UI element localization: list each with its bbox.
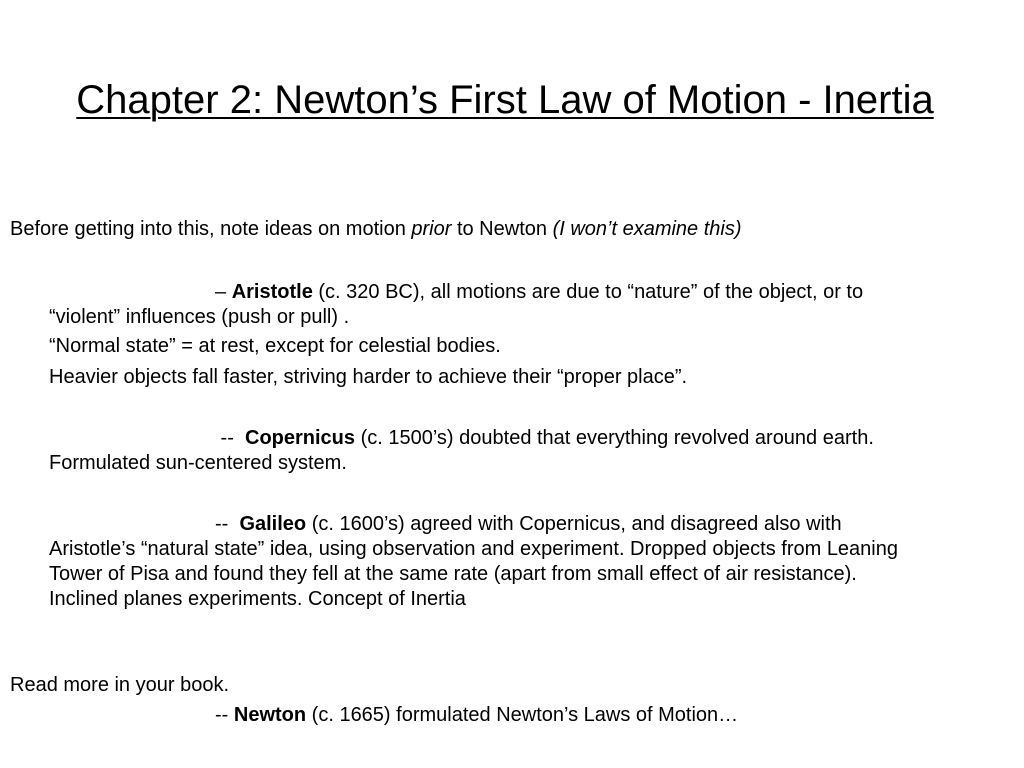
galileo-text: (c. 1600’s) agreed with Copernicus, and disagreed also with Aristotle’s “natural state” idea, using observation and experiment. Dropped objects from Leaning Tower of Pisa and found they fell at the same rate (apart from small effect of air resistance). Inclined planes experiments. Concept of Inertia: [49, 513, 898, 610]
intro-text-before: Before getting into this, note ideas on motion: [10, 218, 412, 240]
intro-prior: prior: [411, 218, 452, 240]
heavier-objects-line: [49, 365, 929, 390]
copernicus-name: Copernicus: [245, 427, 356, 449]
intro-line: [10, 216, 742, 242]
newton-paragraph: [49, 703, 929, 728]
aristotle-paragraph: [49, 280, 929, 330]
normal-state-text: “Normal state” = at rest, except for celestial bodies.: [49, 335, 501, 357]
aristotle-text: (c. 320 BC), all motions are due to “nature” of the object, or to “violent” influences (push or pull) .: [49, 281, 864, 328]
copernicus-text: (c. 1500’s) doubted that everything revolved around earth. Formulated sun-centered system.: [49, 427, 874, 474]
normal-state-line: [49, 334, 929, 359]
copernicus-paragraph: [49, 426, 929, 476]
galileo-name: Galileo: [239, 513, 307, 535]
aristotle-name: Aristotle: [231, 281, 313, 303]
intro-aside: (I won’t examine this): [552, 218, 742, 240]
newton-text: (c. 1665) formulated Newton’s Laws of Motion…: [306, 704, 739, 726]
slide-title: Chapter 2: Newton’s First Law of Motion - Inertia: [76, 78, 934, 122]
heavier-objects-text: Heavier objects fall faster, striving harder to achieve their “proper place”.: [49, 366, 688, 388]
newton-dash: --: [215, 704, 234, 726]
galileo-paragraph: [49, 512, 929, 612]
intro-text-after: to Newton: [451, 218, 553, 240]
copernicus-dash: --: [215, 427, 245, 449]
read-more-line: Read more in your book.: [10, 674, 230, 696]
galileo-dash: --: [215, 513, 240, 535]
newton-name: Newton: [233, 704, 307, 726]
aristotle-dash: –: [215, 281, 232, 303]
